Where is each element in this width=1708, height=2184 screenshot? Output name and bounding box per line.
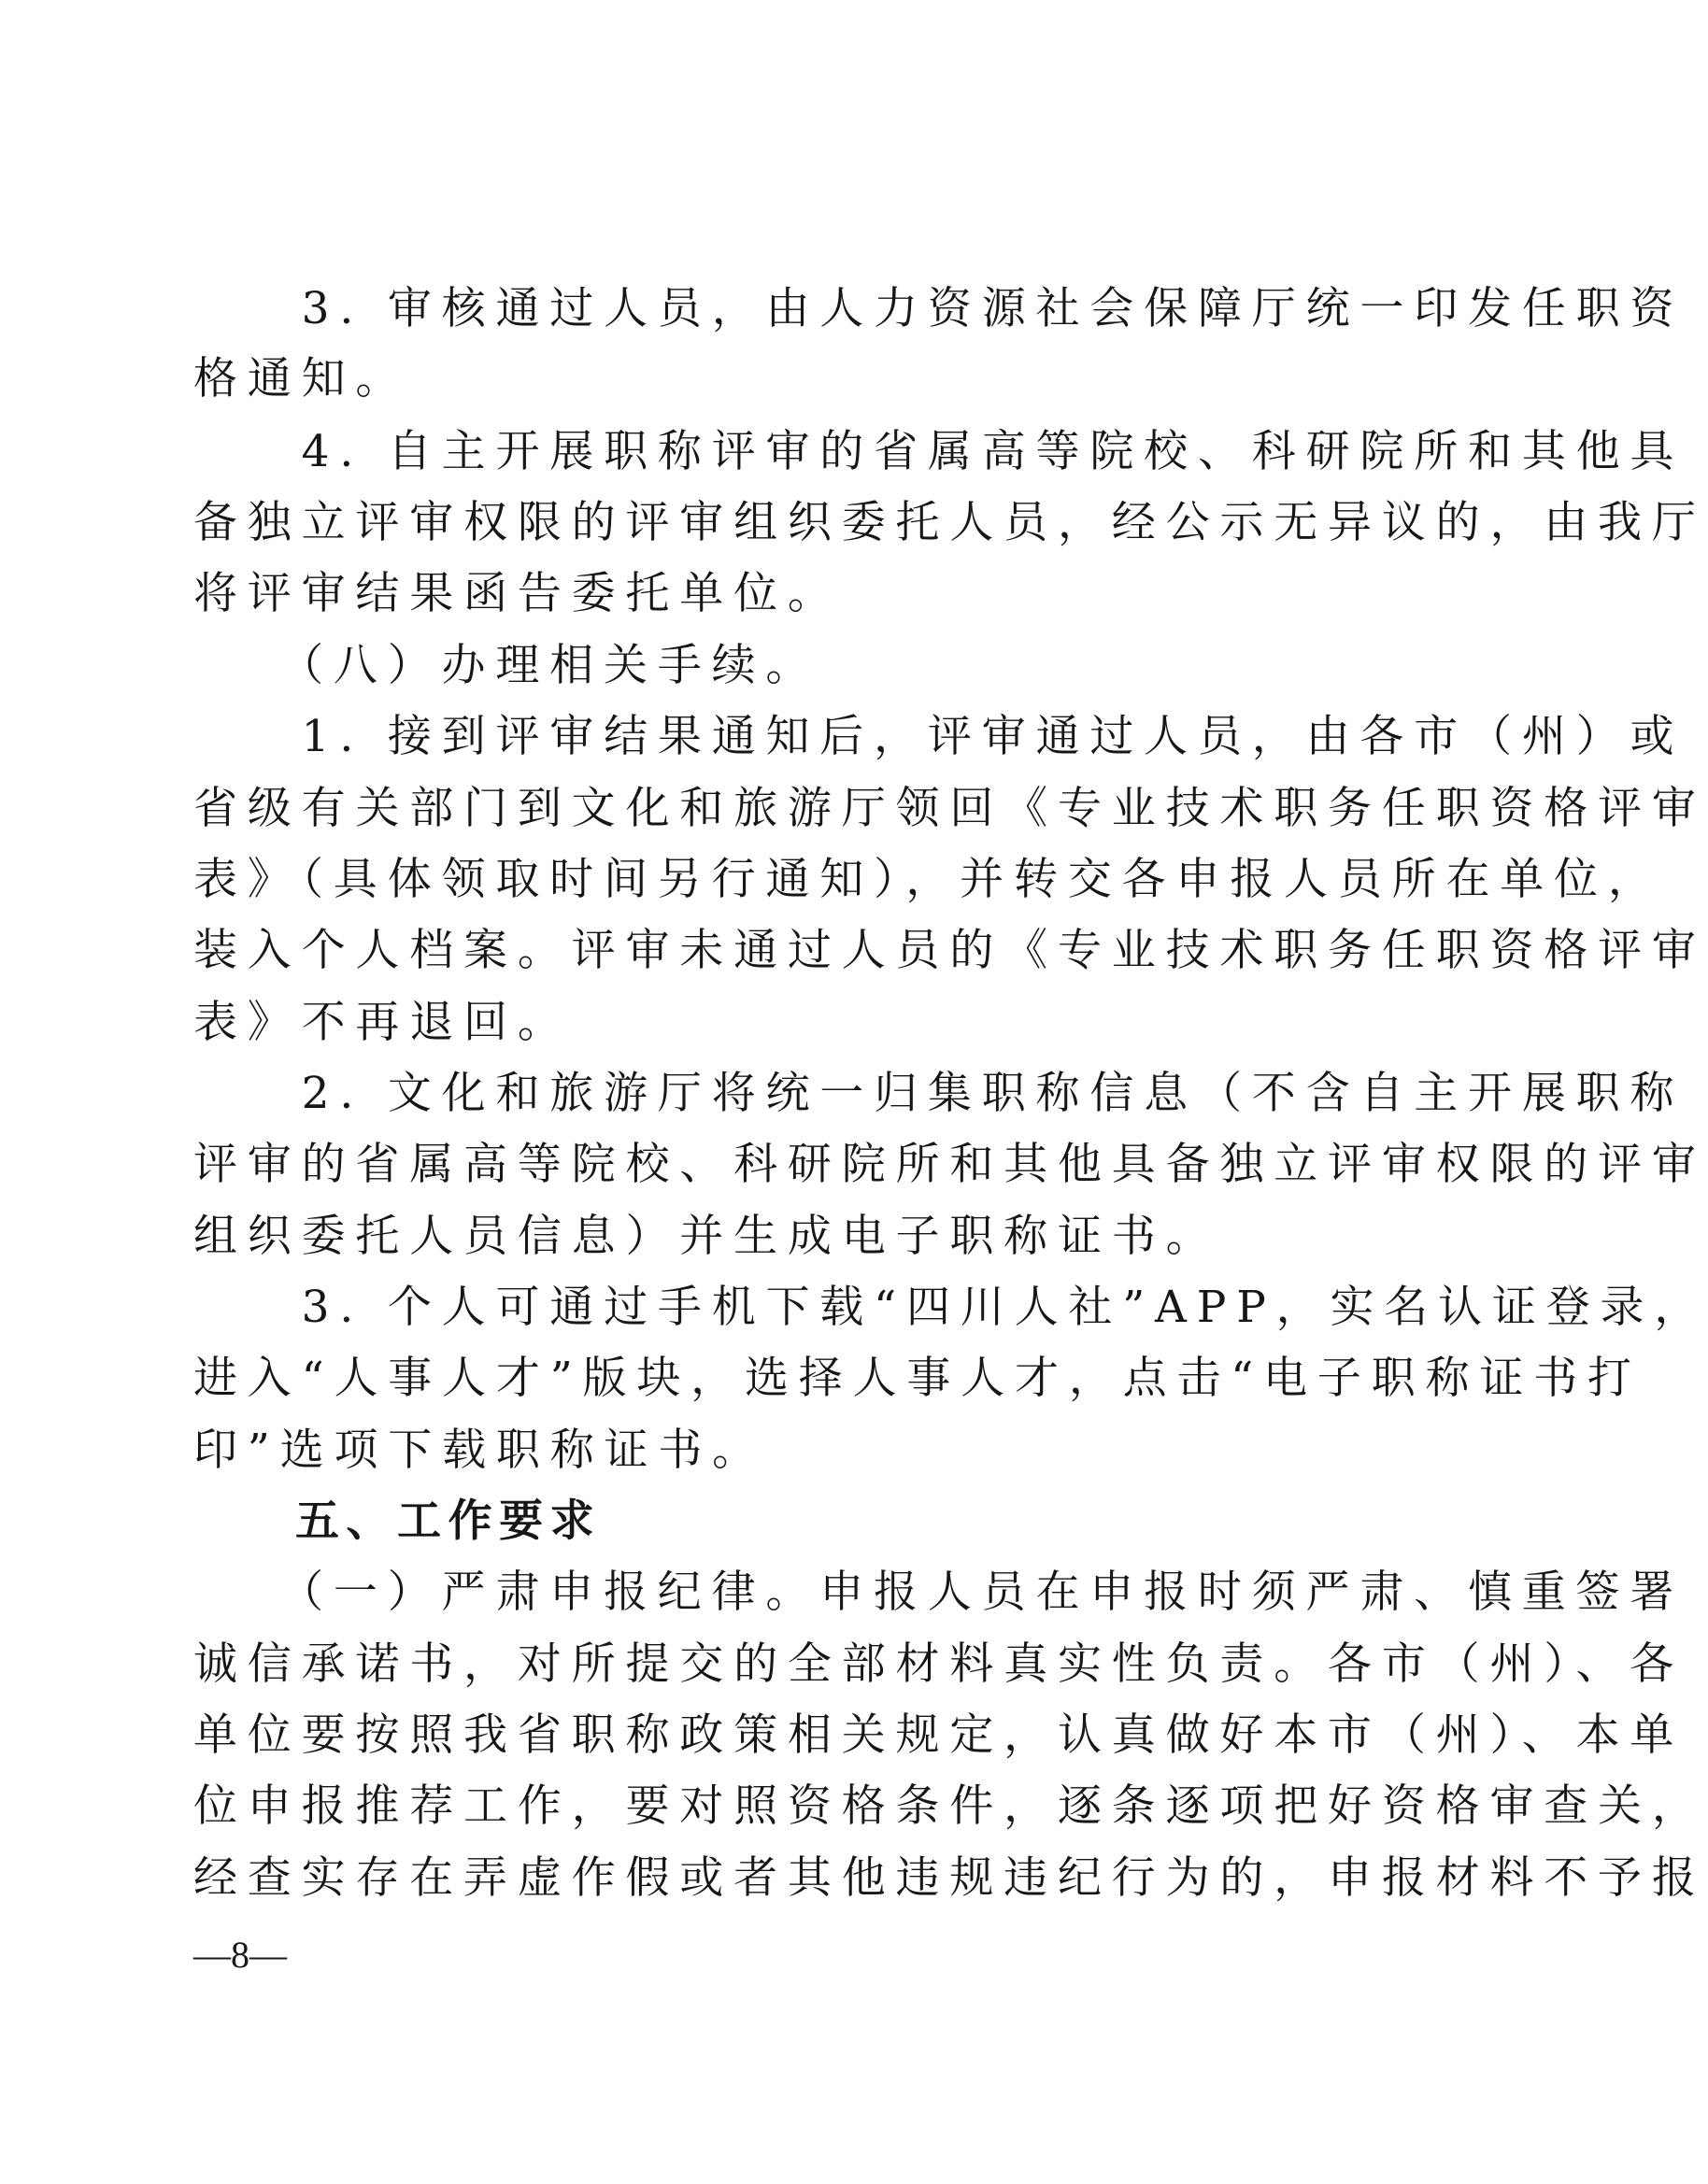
- paragraph-4-line-1: 4. 自主开展职称评审的省属高等院校、科研院所和其他具: [193, 426, 1685, 477]
- item-1-line-5: 表》不再退回。: [193, 997, 572, 1048]
- paragraph-4-line-3: 将评审结果函告委托单位。: [193, 568, 842, 619]
- requirement-1-line-5: 经查实存在弄虚作假或者其他违规违纪行为的，申报材料不予报: [193, 1852, 1706, 1904]
- requirement-1-line-2: 诚信承诺书，对所提交的全部材料真实性负责。各市（州）、各: [193, 1638, 1685, 1690]
- item-2-line-2: 评审的省属高等院校、科研院所和其他具备独立评审权限的评审: [193, 1139, 1706, 1190]
- paragraph-4-line-2: 备独立评审权限的评审组织委托人员，经公示无异议的，由我厅: [193, 497, 1706, 548]
- page-number: —8—: [193, 1934, 287, 1976]
- item-3-line-2: 进入“人事人才”版块，选择人事人才，点击“电子职称证书打: [193, 1353, 1642, 1404]
- paragraph-3-line-1: 3. 审核通过人员，由人力资源社会保障厅统一印发任职资: [193, 283, 1685, 334]
- item-2-line-3: 组织委托人员信息）并生成电子职称证书。: [193, 1211, 1220, 1262]
- item-3-line-1: 3. 个人可通过手机下载“四川人社”APP，实名认证登录，: [193, 1282, 1708, 1333]
- item-3-line-3: 印”选项下载职称证书。: [193, 1425, 766, 1476]
- requirement-1-line-3: 单位要按照我省职称政策相关规定，认真做好本市（州）、本单: [193, 1709, 1685, 1761]
- item-2-line-1: 2. 文化和旅游厅将统一归集职称信息（不含自主开展职称: [193, 1068, 1685, 1119]
- paragraph-3-line-2: 格通知。: [193, 353, 410, 404]
- item-1-line-4: 装入个人档案。评审未通过人员的《专业技术职务任职资格评审: [193, 925, 1706, 976]
- requirement-1-line-1: （一）严肃申报纪律。申报人员在申报时须严肃、慎重签署: [193, 1567, 1685, 1618]
- item-1-line-2: 省级有关部门到文化和旅游厅领回《专业技术职务任职资格评审: [193, 783, 1706, 834]
- requirement-1-line-4: 位申报推荐工作，要对照资格条件，逐条逐项把好资格审查关，: [193, 1780, 1706, 1832]
- item-1-line-3: 表》（具体领取时间另行通知），并转交各申报人员所在单位，: [193, 854, 1662, 905]
- section-heading-5: 五、工作要求: [193, 1496, 602, 1547]
- item-1-line-1: 1. 接到评审结果通知后，评审通过人员，由各市（州）或: [193, 711, 1685, 762]
- subsection-heading-8: （八）办理相关手续。: [193, 640, 820, 691]
